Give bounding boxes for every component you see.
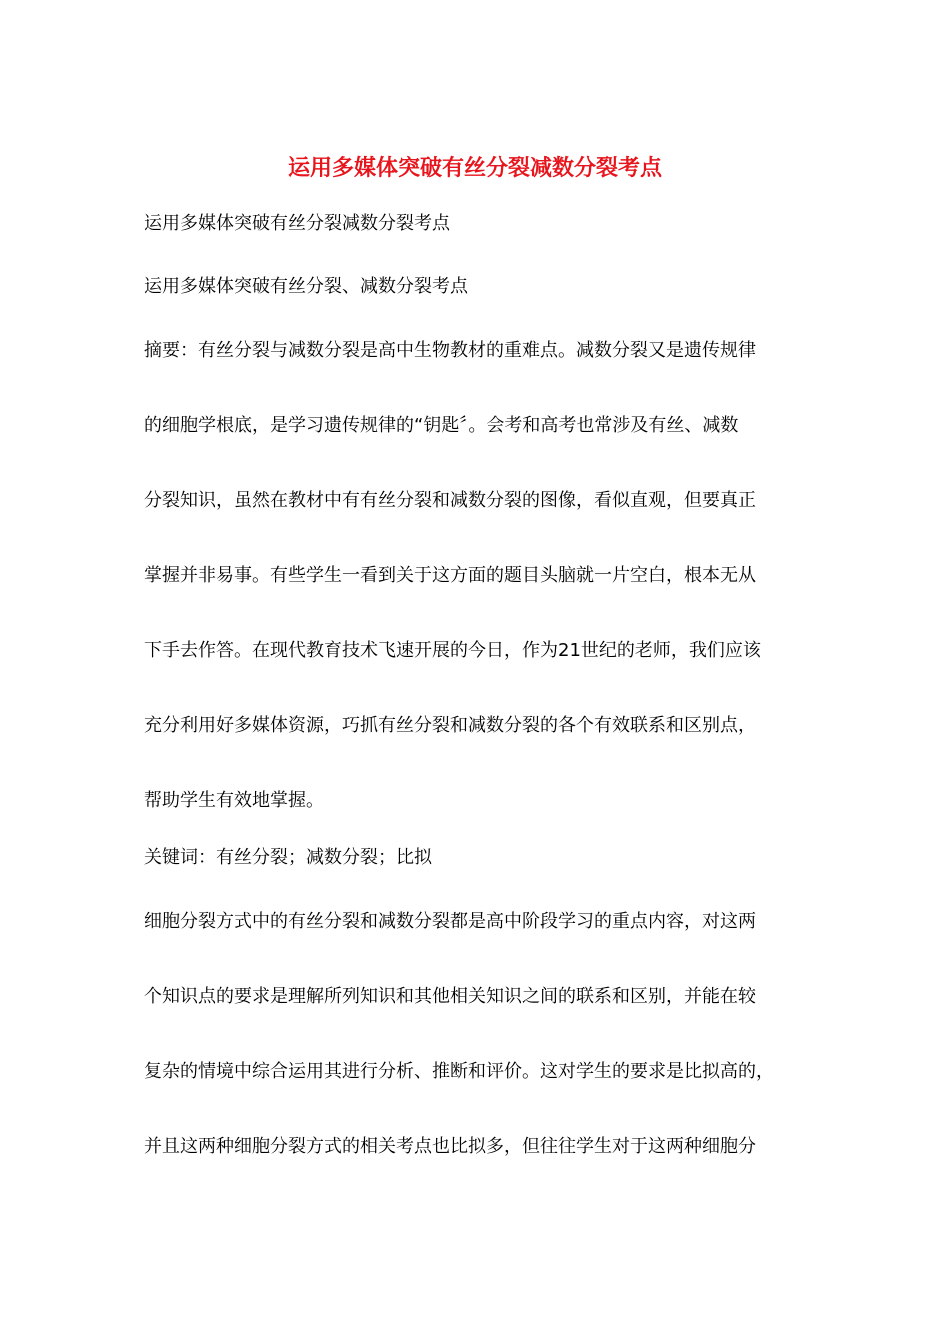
abstract-line: 分裂知识，虽然在教材中有有丝分裂和减数分裂的图像，看似直观，但要真正 — [144, 490, 756, 511]
body-line: 复杂的情境中综合运用其进行分析、推断和评价。这对学生的要求是比拟高的， — [144, 1061, 774, 1082]
subtitle-line-1: 运用多媒体突破有丝分裂减数分裂考点 — [144, 213, 450, 234]
body-line: 个知识点的要求是理解所列知识和其他相关知识之间的联系和区别，并能在较 — [144, 986, 756, 1007]
abstract-line: 的细胞学根底，是学习遗传规律的“钥匙〞。会考和高考也常涉及有丝、减数 — [144, 415, 739, 436]
body-line: 并且这两种细胞分裂方式的相关考点也比拟多，但往往学生对于这两种细胞分 — [144, 1136, 756, 1157]
abstract-line: 摘要：有丝分裂与减数分裂是高中生物教材的重难点。减数分裂又是遗传规律 — [144, 340, 756, 361]
abstract-line: 掌握并非易事。有些学生一看到关于这方面的题目头脑就一片空白，根本无从 — [144, 565, 756, 586]
abstract-line: 下手去作答。在现代教育技术飞速开展的今日，作为21世纪的老师，我们应该 — [144, 640, 761, 661]
document-title: 运用多媒体突破有丝分裂减数分裂考点 — [287, 155, 662, 181]
abstract-line: 帮助学生有效地掌握。 — [144, 790, 324, 811]
body-paragraph — [144, 884, 814, 1184]
subtitle-line-2: 运用多媒体突破有丝分裂、减数分裂考点 — [144, 276, 468, 297]
abstract-paragraph — [144, 313, 814, 838]
body-line: 细胞分裂方式中的有丝分裂和减数分裂都是高中阶段学习的重点内容，对这两 — [144, 911, 756, 932]
abstract-line: 充分利用好多媒体资源，巧抓有丝分裂和减数分裂的各个有效联系和区别点， — [144, 715, 756, 736]
keywords-line: 关键词：有丝分裂；减数分裂；比拟 — [144, 847, 432, 868]
